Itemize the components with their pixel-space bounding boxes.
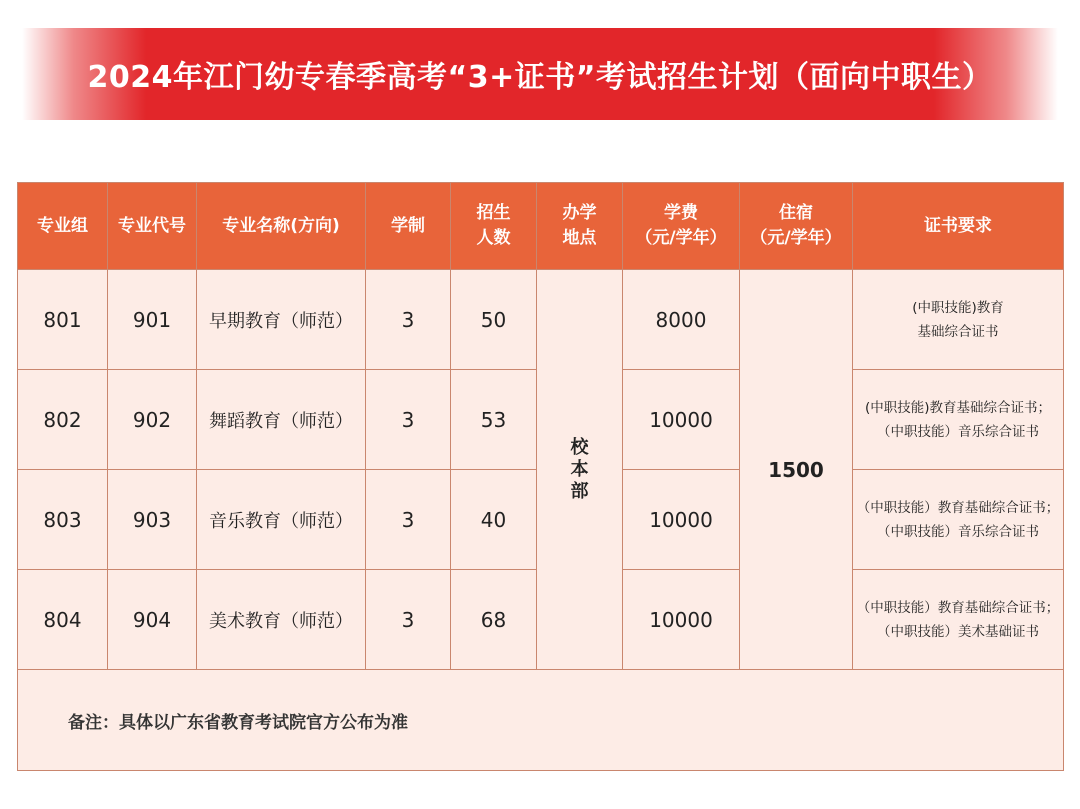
header-major-group: 专业组 xyxy=(18,183,108,270)
major-code-cell: 903 xyxy=(108,470,197,570)
duration-cell: 3 xyxy=(366,470,451,570)
header-major-code: 专业代号 xyxy=(108,183,197,270)
header-duration: 学制 xyxy=(366,183,451,270)
certificate-cell: (中职技能)教育基础综合证书； （中职技能）音乐综合证书 xyxy=(853,370,1064,470)
tuition-cell: 10000 xyxy=(623,570,740,670)
note-text: 备注：具体以广东省教育考试院官方公布为准 xyxy=(18,670,1064,771)
major-group-cell: 801 xyxy=(18,270,108,370)
major-code-cell: 904 xyxy=(108,570,197,670)
page-title: 2024年江门幼专春季高考“3+证书”考试招生计划（面向中职生） xyxy=(87,60,993,95)
table-row xyxy=(18,270,1064,370)
duration-cell: 3 xyxy=(366,570,451,670)
enrollment-cell: 53 xyxy=(451,370,537,470)
certificate-cell: （中职技能）教育基础综合证书； （中职技能）音乐综合证书 xyxy=(853,470,1064,570)
major-name-cell: 早期教育（师范） xyxy=(197,270,366,370)
major-group-cell: 804 xyxy=(18,570,108,670)
duration-cell: 3 xyxy=(366,270,451,370)
major-name-cell: 美术教育（师范） xyxy=(197,570,366,670)
major-group-cell: 803 xyxy=(18,470,108,570)
header-location: 办学 地点 xyxy=(537,183,623,270)
header-major-name: 专业名称(方向) xyxy=(197,183,366,270)
note-row xyxy=(18,670,1064,771)
enrollment-cell: 50 xyxy=(451,270,537,370)
major-group-cell: 802 xyxy=(18,370,108,470)
header-tuition: 学费 （元/学年） xyxy=(623,183,740,270)
certificate-cell: （中职技能）教育基础综合证书； （中职技能）美术基础证书 xyxy=(853,570,1064,670)
certificate-cell: (中职技能)教育 基础综合证书 xyxy=(853,270,1064,370)
enrollment-cell: 68 xyxy=(451,570,537,670)
location-cell: 校 本 部 xyxy=(537,270,623,670)
major-code-cell: 902 xyxy=(108,370,197,470)
major-code-cell: 901 xyxy=(108,270,197,370)
title-banner xyxy=(22,28,1058,120)
tuition-cell: 10000 xyxy=(623,370,740,470)
header-enrollment: 招生 人数 xyxy=(451,183,537,270)
duration-cell: 3 xyxy=(366,370,451,470)
tuition-cell: 8000 xyxy=(623,270,740,370)
tuition-cell: 10000 xyxy=(623,470,740,570)
major-name-cell: 音乐教育（师范） xyxy=(197,470,366,570)
table-header-row xyxy=(18,183,1064,270)
header-dormitory: 住宿 （元/学年） xyxy=(740,183,853,270)
enrollment-plan-table xyxy=(17,182,1064,771)
dormitory-cell: 1500 xyxy=(740,270,853,670)
enrollment-cell: 40 xyxy=(451,470,537,570)
major-name-cell: 舞蹈教育（师范） xyxy=(197,370,366,470)
header-certificate: 证书要求 xyxy=(853,183,1064,270)
